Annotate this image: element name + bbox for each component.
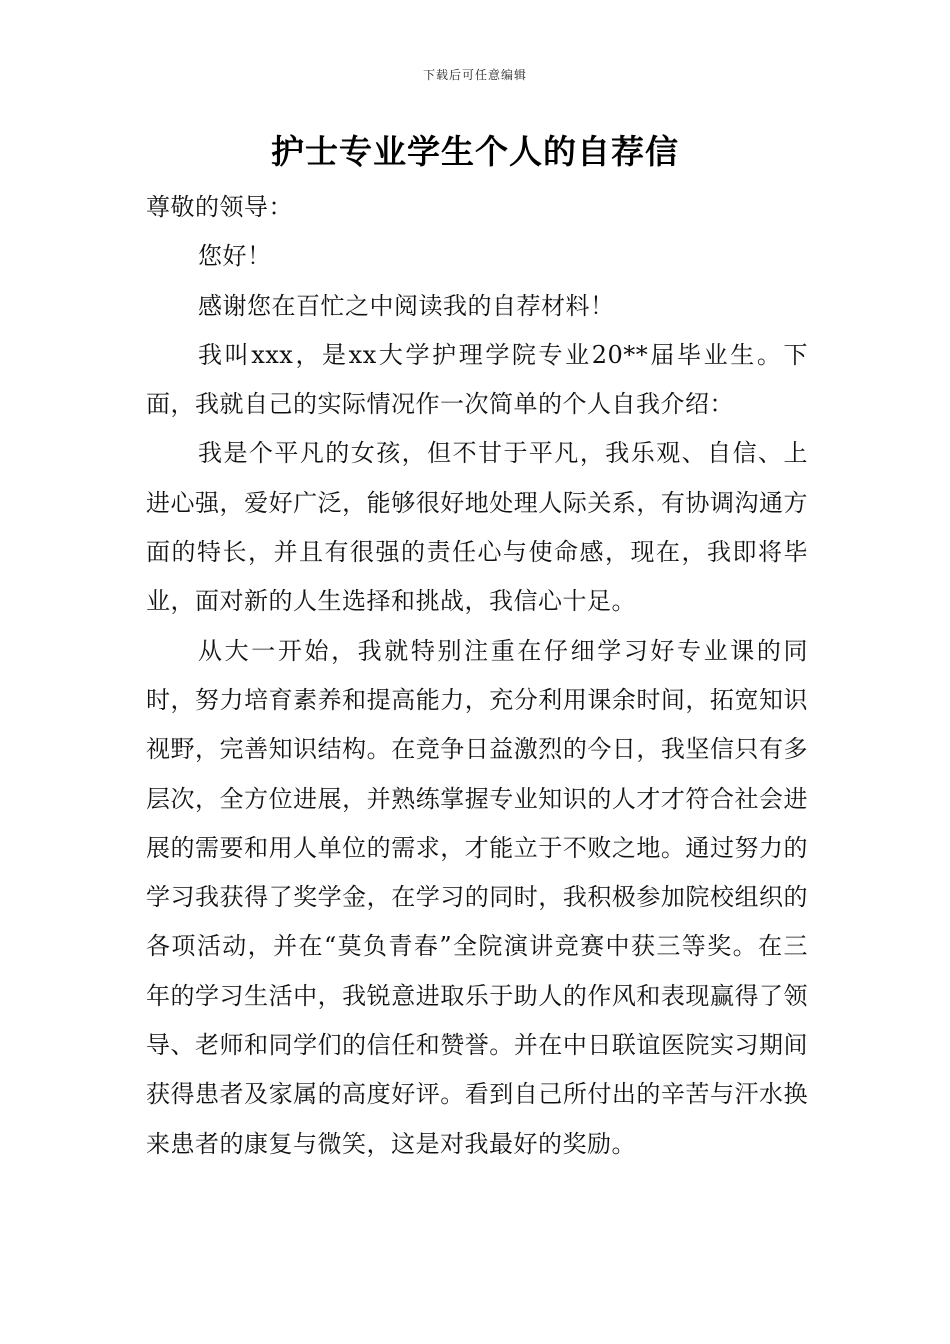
paragraph-introduction: 我叫xxx，是xx大学护理学院专业20**届毕业生。下面，我就自己的实际情况作一次简单的个人自我介绍： <box>146 340 808 419</box>
paragraph-greeting: 您好！ <box>198 242 272 271</box>
document-title: 护士专业学生个人的自荐信 <box>271 132 679 171</box>
header-note: 下载后可任意编辑 <box>422 68 527 82</box>
paragraph-study-experience: 从大一开始，我就特别注重在仔细学习好专业课的同时，努力培育素养和提高能力，充分利用课余时间，拓宽知识视野，完善知识结构。在竞争日益激烈的今日，我坚信只有多层次，全方位进展，并熟练掌握专业知识的人才才符合社会进展的需要和用人单位的需求，才能立于不败之地。通过努力的学习我获得了奖学金，在学习的同时，我积极参加院校组织的各项活动，并在“莫负青春”全院演讲竞赛中获三等奖。在三年的学习生活中，我锐意进取乐于助人的作风和表现赢得了领导、老师和同学们的信任和赞誉。并在中日联谊医院实习期间获得患者及家属的高度好评。看到自己所付出的辛苦与汗水换来患者的康复与微笑，这是对我最好的奖励。 <box>146 636 808 1158</box>
letter-body <box>146 183 808 1169</box>
salutation: 尊敬的领导： <box>146 193 293 221</box>
paragraph-thanks: 感谢您在百忙之中阅读我的自荐材料！ <box>198 291 615 320</box>
paragraph-personality: 我是个平凡的女孩，但不甘于平凡，我乐观、自信、上进心强，爱好广泛，能够很好地处理人际关系，有协调沟通方面的特长，并且有很强的责任心与使命感，现在，我即将毕业，面对新的人生选择和挑战，我信心十足。 <box>146 439 808 616</box>
